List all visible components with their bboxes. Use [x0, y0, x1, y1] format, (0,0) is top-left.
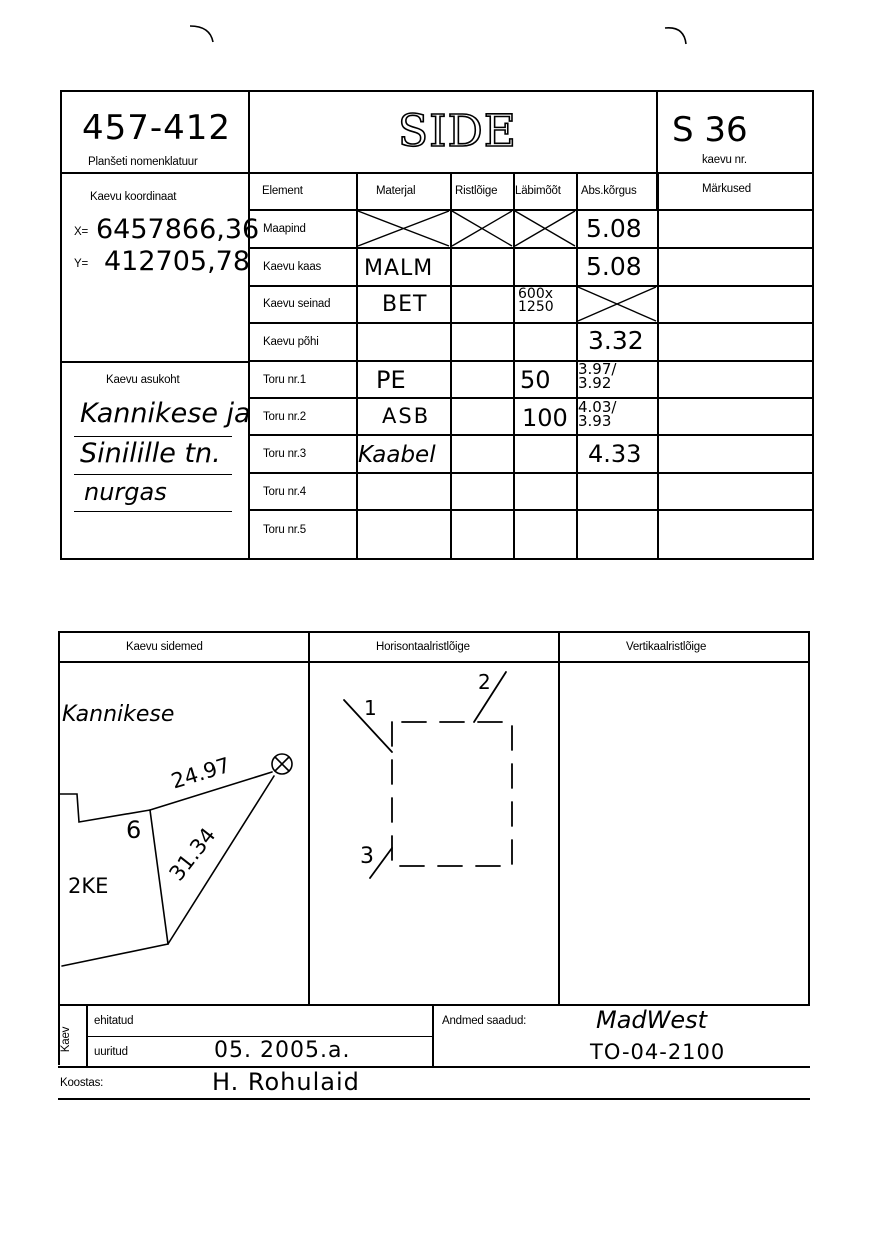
vertical-header: Vertikaalristlõige [626, 641, 707, 653]
nomenclature-divider [60, 172, 248, 174]
card-border-right [812, 90, 814, 560]
y-prefix: Y= [74, 258, 88, 270]
pipe-label-3: 3 [360, 844, 374, 869]
x-prefix: X= [74, 226, 88, 238]
cross-walls-height [578, 287, 656, 321]
cell-pipe-1-height: 3.97/ 3.92 [578, 360, 617, 392]
cross-ground-section [452, 211, 512, 246]
cell-pipe-3-material: Kaabel [358, 442, 436, 468]
building-label: 2KE [68, 874, 109, 898]
data-source-value: MadWest [596, 1006, 708, 1034]
cell-pipe-2-diameter: 100 [522, 404, 568, 432]
sheet-nomenclature-label: Planšeti nomenklatuur [88, 156, 198, 168]
manhole-symbol-cross [275, 757, 289, 771]
author-underline [58, 1098, 810, 1100]
ties-header: Kaevu sidemed [126, 641, 203, 653]
card-border-top [60, 90, 812, 92]
row-line-2 [248, 247, 814, 249]
row-label-ground: Maapind [263, 223, 306, 235]
coordinates-label: Kaevu koordinaat [90, 191, 177, 203]
punch-mark-left [190, 26, 213, 42]
header-abs-height: Abs.kõrgus [581, 185, 637, 197]
author-value: H. Rohulaid [212, 1068, 360, 1096]
row-label-pipe-3: Toru nr.3 [263, 448, 306, 460]
pipe-label-2: 2 [478, 670, 491, 694]
cell-walls-diameter: 600x 1250 [518, 286, 554, 315]
location-underline-3 [74, 511, 232, 512]
footer-bottom-line [58, 1066, 810, 1068]
col-line-notes [657, 172, 659, 560]
surveyed-label: uuritud [94, 1046, 128, 1058]
horizontal-header: Horisontaalristlõige [376, 641, 470, 653]
location-underline-2 [74, 474, 232, 475]
row-line-5 [248, 360, 814, 362]
cell-pipe-1-diameter: 50 [520, 366, 551, 394]
built-label: ehitatud [94, 1015, 134, 1027]
left-column-divider [248, 90, 250, 560]
cell-lid-material: MALM [364, 256, 434, 281]
row-line-1 [248, 209, 814, 211]
house-number: 6 [126, 816, 142, 844]
card-border-left [60, 90, 62, 560]
coordinates-divider [60, 361, 248, 363]
cell-pipe-3-height: 4.33 [588, 440, 642, 468]
manhole-number-value: S 36 [672, 110, 748, 150]
row-label-pipe-4: Toru nr.4 [263, 486, 306, 498]
punch-mark-right [665, 28, 686, 44]
row-line-7 [248, 434, 814, 436]
pipe-label-1: 1 [364, 696, 377, 720]
footer-mid-divider [432, 1005, 434, 1067]
x-coordinate-value: 6457866,36 [96, 214, 260, 245]
row-label-walls: Kaevu seinad [263, 298, 331, 310]
row-label-pipe-1: Toru nr.1 [263, 374, 306, 386]
location-line-1: Kannikese ja [80, 398, 251, 429]
manhole-symbol [272, 754, 292, 774]
side-label: Kaev [60, 1026, 73, 1053]
row-label-lid: Kaevu kaas [263, 261, 322, 273]
header-notes: Märkused [702, 183, 751, 195]
sketch-border-right [808, 631, 810, 1005]
sketch-border-left [58, 631, 60, 1065]
surveyed-value: 05. 2005.a. [214, 1038, 351, 1063]
data-source-code: TO-04-2100 [590, 1040, 726, 1064]
col-line-cross-section [450, 172, 452, 560]
row-label-pipe-5: Toru nr.5 [263, 524, 306, 536]
cell-lid-height: 5.08 [586, 252, 642, 281]
sketch-border-top [58, 631, 810, 633]
header-material: Materjal [376, 185, 416, 197]
col-line-material [356, 172, 358, 560]
sketch-divider-2 [558, 631, 560, 1005]
header-element: Element [262, 185, 303, 197]
sketch-divider-1 [308, 631, 310, 1005]
sketch-header-divider [58, 661, 810, 663]
cell-pipe-2-material: ASB [382, 404, 431, 428]
card-border-bottom [60, 558, 814, 560]
location-label: Kaevu asukoht [106, 374, 180, 386]
street-name: Kannikese [62, 702, 175, 727]
distance-2: 31.34 [164, 823, 221, 886]
cross-ground-material [358, 211, 449, 246]
row-line-6 [248, 397, 814, 399]
header-diameter: Läbimõõt [515, 185, 561, 197]
cell-pipe-2-height: 4.03/ 3.93 [578, 398, 617, 430]
distance-1: 24.97 [168, 752, 234, 794]
row-line-9 [248, 509, 814, 511]
header-cross-section: Ristlõige [455, 185, 498, 197]
row-label-pipe-2: Toru nr.2 [263, 411, 306, 423]
cell-pipe-1-material: PE [376, 366, 406, 394]
shaft-outline [392, 722, 512, 866]
cell-bottom-height: 3.32 [588, 326, 644, 355]
cell-ground-height: 5.08 [586, 214, 642, 243]
row-label-bottom: Kaevu põhi [263, 336, 319, 348]
sheet-nomenclature-value: 457-412 [82, 108, 232, 148]
y-coordinate-value: 412705,78 [104, 246, 251, 277]
col-line-diameter [513, 172, 515, 560]
cross-ground-diameter [515, 211, 575, 246]
footer-row-divider [86, 1036, 432, 1037]
author-label: Koostas: [60, 1077, 104, 1089]
row-line-4 [248, 322, 814, 324]
row-line-8 [248, 472, 814, 474]
location-underline-1 [74, 436, 232, 437]
cell-walls-material: BET [382, 292, 428, 317]
location-line-3: nurgas [84, 478, 167, 506]
manhole-number-label: kaevu nr. [702, 154, 747, 166]
header-divider [248, 172, 814, 174]
data-source-label: Andmed saadud: [442, 1015, 527, 1027]
location-line-2: Sinilille tn. [80, 438, 221, 469]
card-title: SIDE [398, 106, 517, 157]
